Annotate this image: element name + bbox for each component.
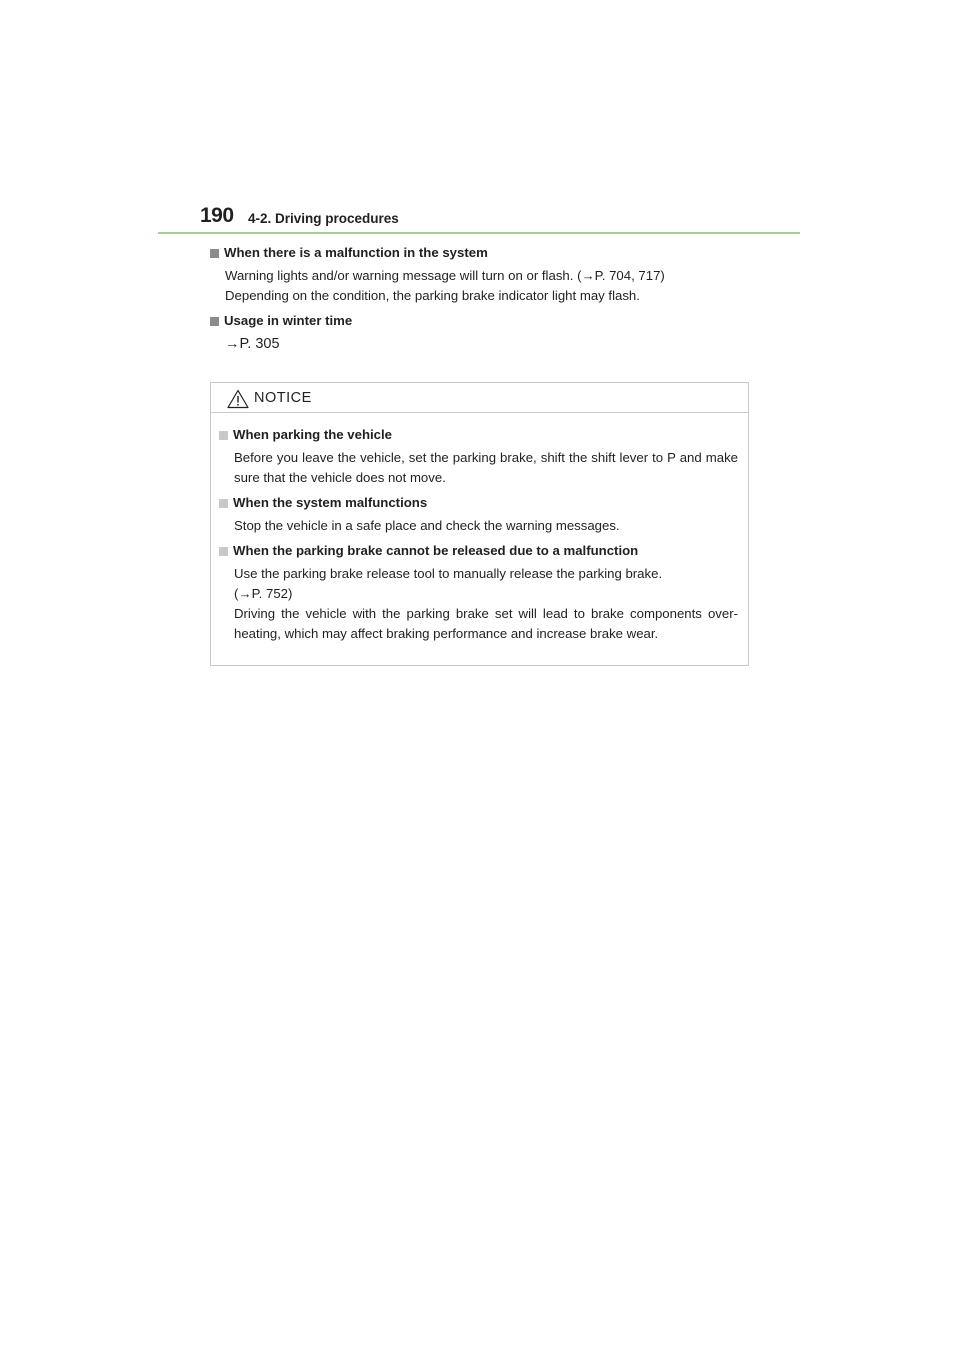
square-bullet-icon [219, 499, 228, 508]
notice-item-heading-text: When the parking brake cannot be released due to a malfunction [233, 543, 639, 558]
notice-title: NOTICE [254, 390, 312, 406]
page-reference: →P. 305 [225, 336, 280, 352]
square-bullet-icon [219, 547, 228, 556]
notice-item-heading [219, 493, 738, 513]
main-content [210, 243, 755, 354]
square-bullet-icon [219, 431, 228, 440]
section-heading [210, 311, 755, 331]
notice-paragraph: Driving the vehicle with the parking brake set will lead to brake components over-heating, which may affect braking performance and increase brake wear. [234, 606, 738, 641]
warning-triangle-icon [227, 389, 249, 409]
notice-body [211, 413, 748, 644]
notice-item-heading [219, 425, 738, 445]
notice-item-heading [219, 541, 738, 561]
header-divider [158, 232, 800, 234]
notice-paragraph: Stop the vehicle in a safe place and check the warning messages. [234, 518, 620, 533]
notice-item-heading-text: When parking the vehicle [233, 427, 393, 442]
page-reference: (→P. 752) [234, 586, 293, 601]
section-title: 4-2. Driving procedures [248, 211, 399, 226]
section-heading-text: When there is a malfunction in the system [224, 245, 488, 260]
notice-paragraph: Before you leave the vehicle, set the parking brake, shift the shift lever to P and make sure that the vehicle does not move. [234, 450, 738, 485]
square-bullet-icon [210, 249, 219, 258]
square-bullet-icon [210, 317, 219, 326]
notice-paragraph: Use the parking brake release tool to manually release the parking brake. [234, 566, 663, 581]
notice-box [210, 382, 749, 666]
section-heading [210, 243, 755, 263]
section-heading-text: Usage in winter time [224, 313, 353, 328]
page-header [200, 204, 800, 234]
notice-header [211, 383, 748, 413]
paragraph: Warning lights and/or warning message will turn on or flash. (→P. 704, 717) [225, 268, 665, 283]
notice-item-heading-text: When the system malfunctions [233, 495, 428, 510]
paragraph: Depending on the condition, the parking brake indicator light may flash. [225, 288, 640, 303]
page-number: 190 [200, 204, 234, 227]
